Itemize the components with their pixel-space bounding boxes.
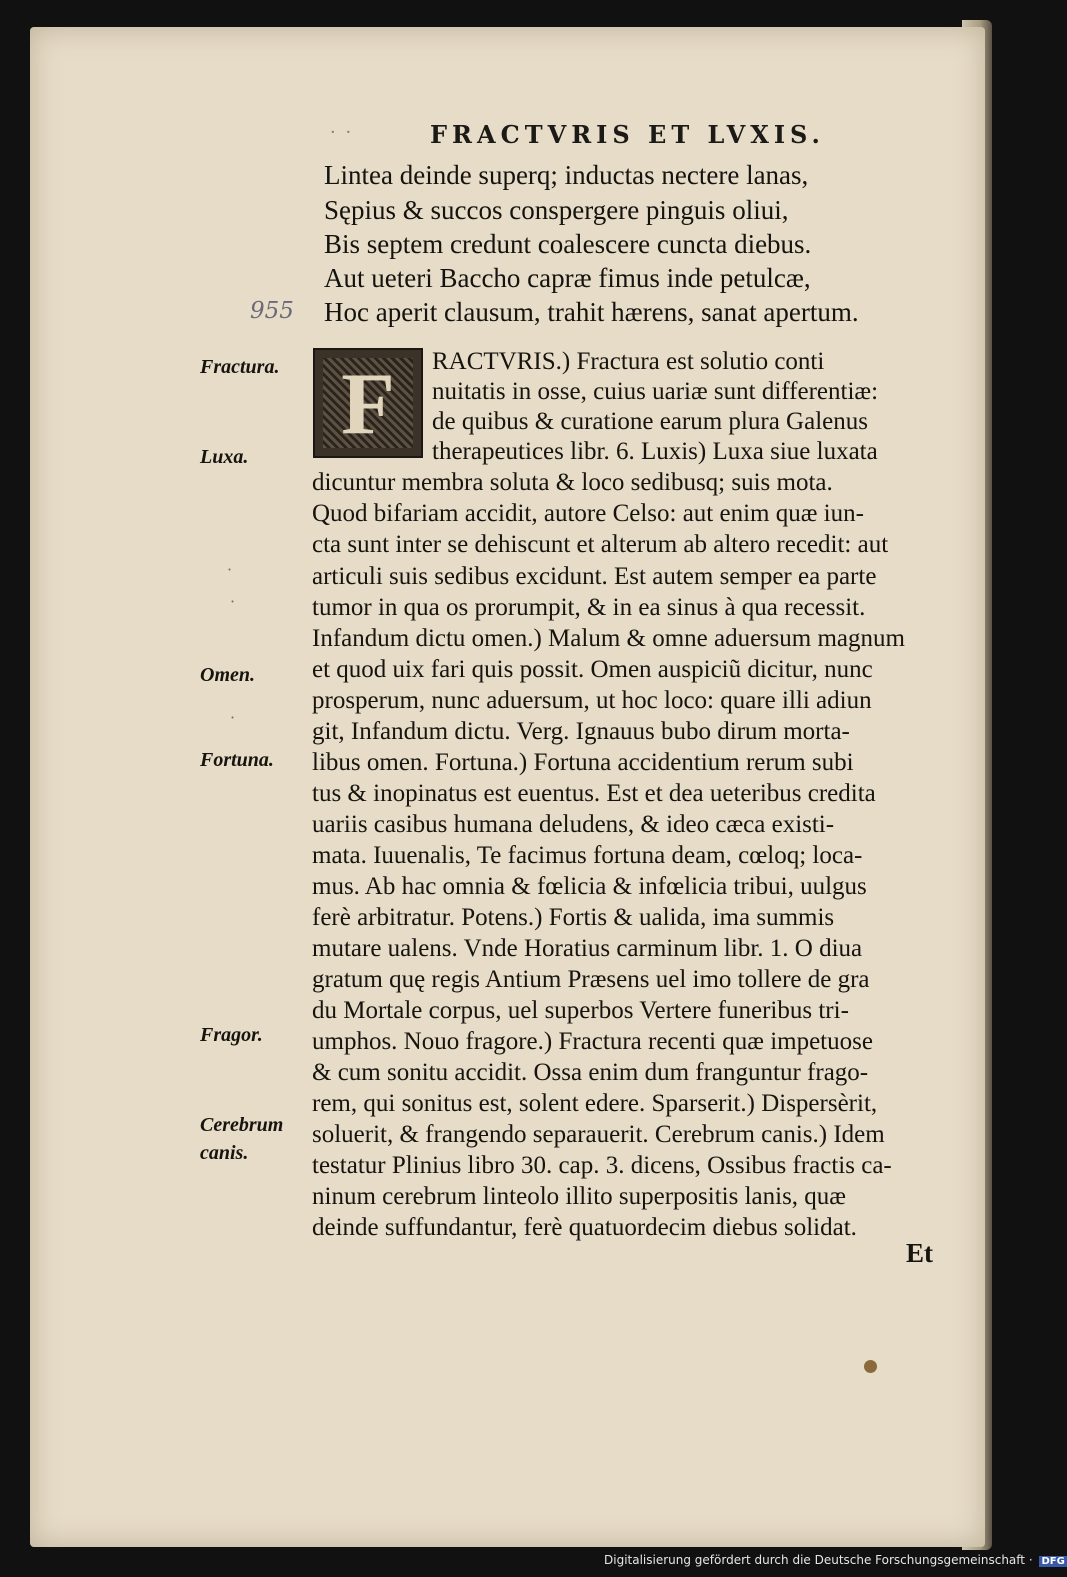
commentary-line: nuitatis in osse, cuius uariæ sunt differentiæ: bbox=[432, 378, 879, 405]
catchword: Et bbox=[906, 1238, 933, 1268]
paper-stain bbox=[864, 1360, 877, 1373]
digitization-credit bbox=[604, 1553, 1067, 1567]
commentary-line: & cum sonitu accidit. Ossa enim dum franguntur frago- bbox=[312, 1059, 869, 1086]
ink-speck: · bbox=[227, 560, 233, 579]
dfg-logo: DFG bbox=[1041, 1556, 1065, 1567]
verse-line: Sępius & succos conspergere pinguis oliui, bbox=[324, 195, 789, 225]
commentary-line: prosperum, nunc aduersum, ut hoc loco: quare illi adiun bbox=[312, 687, 872, 714]
commentary-line: Infandum dictu omen.) Malum & omne aduersum magnum bbox=[312, 625, 905, 652]
ornament-mark: · · bbox=[330, 122, 354, 143]
commentary-line: ferè arbitratur. Potens.) Fortis & ualida, ima summis bbox=[312, 904, 835, 931]
verse-line: Lintea deinde superq; inductas nectere lanas, bbox=[324, 160, 809, 190]
running-title: FRACTVRIS ET LVXIS. bbox=[430, 120, 825, 149]
commentary-line: umphos. Nouo fragore.) Fractura recenti quæ impetuose bbox=[312, 1028, 873, 1055]
margin-note-omen: Omen. bbox=[200, 664, 255, 686]
credit-text: Digitalisierung gefördert durch die Deutsche Forschungsgemeinschaft · bbox=[604, 1553, 1033, 1567]
commentary-line: ninum cerebrum linteolo illito superpositis lanis, quæ bbox=[312, 1183, 846, 1210]
commentary-line: git, Infandum dictu. Verg. Ignauus bubo dirum morta- bbox=[312, 718, 850, 745]
commentary-line: deinde suffundantur, ferè quatuordecim diebus solidat. bbox=[312, 1214, 857, 1241]
verse-line: Aut ueteri Baccho capræ fimus inde petulcæ, bbox=[324, 263, 811, 293]
commentary-line: soluerit, & frangendo separauerit. Cerebrum canis.) Idem bbox=[312, 1121, 885, 1148]
verse-line: Hoc aperit clausum, trahit hærens, sanat apertum. bbox=[324, 297, 859, 327]
ink-speck: · bbox=[230, 592, 236, 611]
margin-note-cerebrum: Cerebrum bbox=[200, 1114, 284, 1136]
margin-note-luxa: Luxa. bbox=[200, 446, 249, 468]
drop-cap-letter: F bbox=[341, 356, 395, 453]
margin-note-fractura: Fractura. bbox=[200, 356, 280, 378]
commentary-line: mata. Iuuenalis, Te facimus fortuna deam, cœloq; loca- bbox=[312, 842, 863, 869]
commentary-line: RACTVRIS.) Fractura est solutio conti bbox=[432, 348, 825, 375]
commentary-line: testatur Plinius libro 30. cap. 3. dicens, Ossibus fractis ca- bbox=[312, 1152, 892, 1179]
commentary-line: du Mortale corpus, uel superbos Vertere funeribus tri- bbox=[312, 997, 849, 1024]
ink-speck: · bbox=[230, 708, 236, 727]
commentary-line: mus. Ab hac omnia & fœlicia & infœlicia tribui, uulgus bbox=[312, 873, 867, 900]
folio-note: 955 bbox=[250, 298, 294, 324]
commentary-line: gratum quę regis Antium Præsens uel imo tollere de gra bbox=[312, 966, 870, 993]
commentary-line: therapeutices libr. 6. Luxis) Luxa siue luxata bbox=[432, 438, 878, 465]
commentary-line: mutare ualens. Vnde Horatius carminum libr. 1. O diua bbox=[312, 935, 863, 962]
drop-cap bbox=[313, 348, 423, 458]
commentary-line: dicuntur membra soluta & loco sedibusq; suis mota. bbox=[312, 469, 833, 496]
commentary-line: et quod uix fari quis possit. Omen auspiciũ dicitur, nunc bbox=[312, 656, 873, 683]
commentary-line: uariis casibus humana deludens, & ideo cæca existi- bbox=[312, 811, 835, 838]
commentary-line: libus omen. Fortuna.) Fortuna accidentium rerum subi bbox=[312, 749, 854, 776]
verse-line: Bis septem credunt coalescere cuncta diebus. bbox=[324, 229, 812, 259]
margin-note-fortuna: Fortuna. bbox=[200, 749, 274, 771]
commentary-line: articuli suis sedibus excidunt. Est autem semper ea parte bbox=[312, 563, 877, 590]
margin-note-fragor: Fragor. bbox=[200, 1024, 263, 1046]
commentary-line: rem, qui sonitus est, solent edere. Sparserit.) Dispersèrit, bbox=[312, 1090, 878, 1117]
commentary-line: cta sunt inter se dehiscunt et alterum ab altero recedit: aut bbox=[312, 531, 889, 558]
commentary-line: Quod bifariam accidit, autore Celso: aut enim quæ iun- bbox=[312, 500, 864, 527]
commentary-line: tumor in qua os prorumpit, & in ea sinus à qua recessit. bbox=[312, 594, 866, 621]
commentary-line: de quibus & curatione earum plura Galenus bbox=[432, 408, 868, 435]
commentary-line: tus & inopinatus est euentus. Est et dea ueteribus credita bbox=[312, 780, 876, 807]
margin-note-canis: canis. bbox=[200, 1142, 249, 1164]
